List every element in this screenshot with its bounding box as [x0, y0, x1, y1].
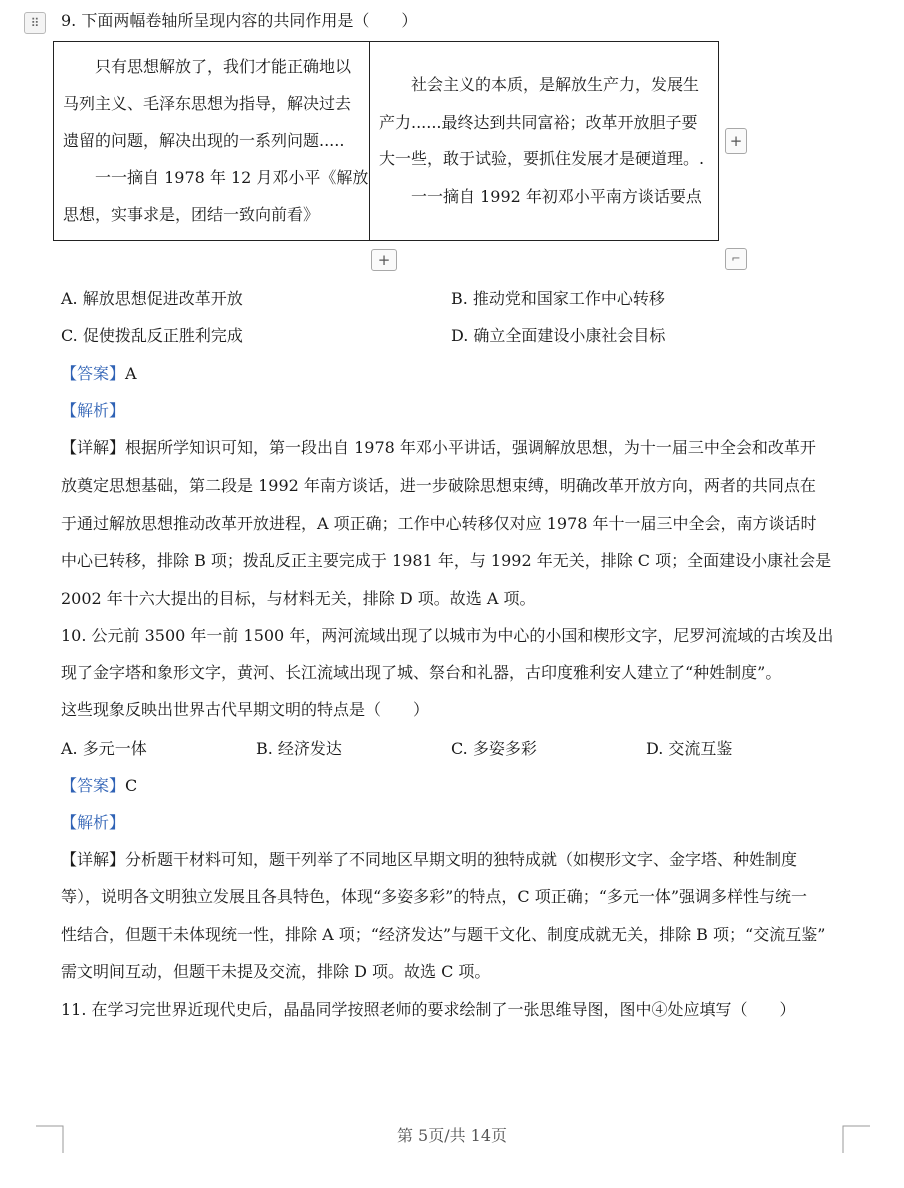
question-11-stem: 11. 在学习完世界近现代史后，晶晶同学按照老师的要求绘制了一张思维导图，图中④处应填写（ ） — [61, 1000, 796, 1019]
drag-handle-icon[interactable]: ⠿ — [24, 12, 46, 34]
detail-text: 分析题干材料可知，题干列举了不同地区早期文明的独特成就（如楔形文字、金字塔、种姓制度 — [125, 850, 798, 869]
page-number: 第 5页/共 14页 — [396, 1126, 508, 1145]
detail-line — [61, 438, 816, 458]
question-10-stem: 10. 公元前 3500 年一前 1500 年，两河流域出现了以城市为中心的小国和楔形文字，尼罗河流域的古埃及出 — [61, 626, 834, 645]
left-cell-line: 遗留的问题，解决出现的一系列问题..... — [63, 131, 345, 150]
detail-line: 2002 年十六大提出的目标，与材料无关，排除 D 项。故选 A 项。 — [61, 589, 536, 608]
answer-tag: 【答案】 — [61, 776, 126, 795]
question-9-stem: 9. 下面两幅卷轴所呈现内容的共同作用是（ ） — [61, 11, 418, 30]
answer-line — [61, 776, 137, 796]
right-cell-line: 社会主义的本质，是解放生产力，发展生 — [379, 75, 700, 94]
option-b: B. 推动党和国家工作中心转移 — [451, 289, 665, 308]
option-d: D. 确立全面建设小康社会目标 — [451, 326, 666, 345]
option-d: D. 交流互鉴 — [646, 739, 733, 758]
analysis-tag: 【解析】 — [61, 813, 126, 832]
detail-line: 需文明间互动，但题干未提及交流，排除 D 项。故选 C 项。 — [61, 962, 491, 981]
question-10-stem: 现了金字塔和象形文字，黄河、长江流域出现了城、祭台和礼器，古印度雅利安人建立了“种姓制度”。 — [61, 663, 782, 682]
question-10-stem: 这些现象反映出世界古代早期文明的特点是（ ） — [61, 700, 430, 719]
answer-tag: 【答案】 — [61, 364, 126, 383]
detail-line: 等），说明各文明独立发展且各具特色，体现“多姿多彩”的特点，C 项正确；“多元一体”强调多样性与统一 — [61, 887, 808, 906]
answer-value: C — [125, 776, 138, 795]
table-divider — [369, 41, 370, 241]
detail-line — [61, 850, 797, 870]
detail-text: 根据所学知识可知，第一段出自 1978 年邓小平讲话，强调解放思想，为十一届三中全会和改革开 — [125, 438, 816, 457]
left-cell-line: 思想，实事求是，团结一致向前看》 — [63, 205, 320, 224]
detail-tag: 【详解】 — [61, 438, 126, 457]
left-cell-line: 只有思想解放了，我们才能正确地以 — [63, 57, 352, 76]
option-c: C. 多姿多彩 — [451, 739, 537, 758]
option-a: A. 解放思想促进改革开放 — [61, 289, 243, 308]
right-cell-line: 一一摘自 1992 年初邓小平南方谈话要点 — [379, 187, 702, 206]
detail-tag: 【详解】 — [61, 850, 126, 869]
analysis-tag: 【解析】 — [61, 401, 126, 420]
answer-line — [61, 364, 137, 384]
detail-line: 于通过解放思想推动改革开放进程，A 项正确；工作中心转移仅对应 1978 年十一届三中全会，南方谈话时 — [61, 514, 817, 533]
option-b: B. 经济发达 — [256, 739, 342, 758]
detail-line: 中心已转移，排除 B 项；拨乱反正主要完成于 1981 年，与 1992 年无关，排除 C 项；全面建设小康社会是 — [61, 551, 832, 570]
option-a: A. 多元一体 — [61, 739, 147, 758]
detail-line: 性结合，但题干未体现统一性，排除 A 项；“经济发达”与题干文化、制度成就无关，排除 B 项；“交流互鉴” — [61, 925, 826, 944]
right-cell-line: 产力......最终达到共同富裕；改革开放胆子要 — [379, 113, 698, 132]
answer-value: A — [125, 364, 137, 383]
detail-line: 放奠定思想基础，第二段是 1992 年南方谈话，进一步破除思想束缚，明确改革开放方向，两者的共同点在 — [61, 476, 816, 495]
add-column-button[interactable]: + — [725, 128, 747, 154]
resize-table-icon[interactable]: ⌐ — [725, 248, 747, 270]
option-c: C. 促使拨乱反正胜利完成 — [61, 326, 243, 345]
add-row-button[interactable]: + — [371, 249, 397, 271]
right-cell-line: 大一些，敢于试验，要抓住发展才是硬道理。. — [379, 149, 705, 168]
left-cell-line: 马列主义、毛泽东思想为指导，解决过去 — [63, 94, 352, 113]
left-cell-line: 一一摘自 1978 年 12 月邓小平《解放 — [63, 168, 369, 187]
